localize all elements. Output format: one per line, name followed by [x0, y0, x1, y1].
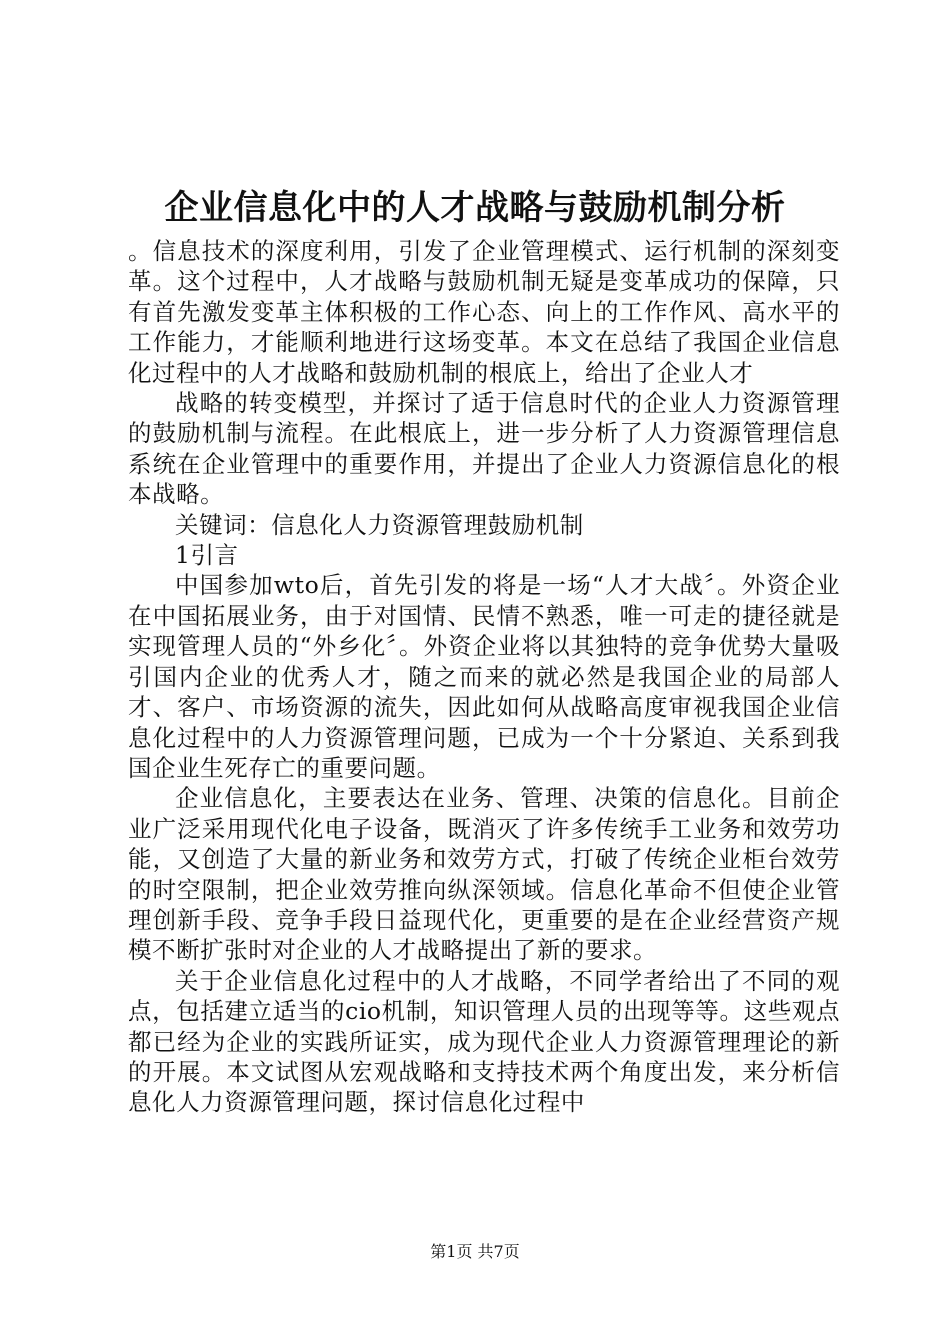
abstract-continuation-paragraph: 战略的转变模型，并探讨了适于信息时代的企业人力资源管理的鼓励机制与流程。在此根底上，进一步分析了人力资源管理信息系统在企业管理中的重要作用，并提出了企业人力资源信息化的根本战略。: [128, 389, 840, 509]
document-title: 企业信息化中的人才战略与鼓励机制分析: [164, 188, 786, 228]
body-paragraph: 企业信息化，主要表达在业务、管理、决策的信息化。目前企业广泛采用现代化电子设备，既消灭了许多传统手工业务和效劳功能，又创造了大量的新业务和效劳方式，打破了传统企业柜台效劳的时空限制，把企业效劳推向纵深领域。信息化革命不但使企业管理创新手段、竞争手段日益现代化，更重要的是在企业经营资产规模不断扩张时对企业的人才战略提出了新的要求。: [128, 784, 840, 965]
page-number-footer: 第1页 共7页: [430, 1242, 520, 1261]
abstract-paragraph: 。信息技术的深度利用，引发了企业管理模式、运行机制的深刻变革。这个过程中，人才战略与鼓励机制无疑是变革成功的保障，只有首先激发变革主体积极的工作心态、向上的工作作风、高水平的工作能力，才能顺利地进行这场变革。本文在总结了我国企业信息化过程中的人才战略和鼓励机制的根底上，给出了企业人才: [128, 237, 840, 387]
section-heading-introduction: 1引言: [175, 541, 239, 570]
keywords-line: 关键词：信息化人力资源管理鼓励机制: [175, 510, 584, 539]
body-paragraph: 关于企业信息化过程中的人才战略，不同学者给出了不同的观点，包括建立适当的cio机制，知识管理人员的出现等等。这些观点都已经为企业的实践所证实，成为现代企业人力资源管理理论的新的开展。本文试图从宏观战略和支持技术两个角度出发，来分析信息化人力资源管理问题，探讨信息化过程中: [128, 966, 840, 1117]
body-paragraph: 中国参加wto后，首先引发的将是一场“人才大战〞。外资企业在中国拓展业务，由于对国情、民情不熟悉，唯一可走的捷径就是实现管理人员的“外乡化〞。外资企业将以其独特的竞争优势大量吸引国内企业的优秀人才，随之而来的就必然是我国企业的局部人才、客户、市场资源的流失，因此如何从战略高度审视我国企业信息化过程中的人力资源管理问题，已成为一个十分紧迫、关系到我国企业生死存亡的重要问题。: [128, 571, 840, 782]
document-body: [128, 236, 840, 1118]
